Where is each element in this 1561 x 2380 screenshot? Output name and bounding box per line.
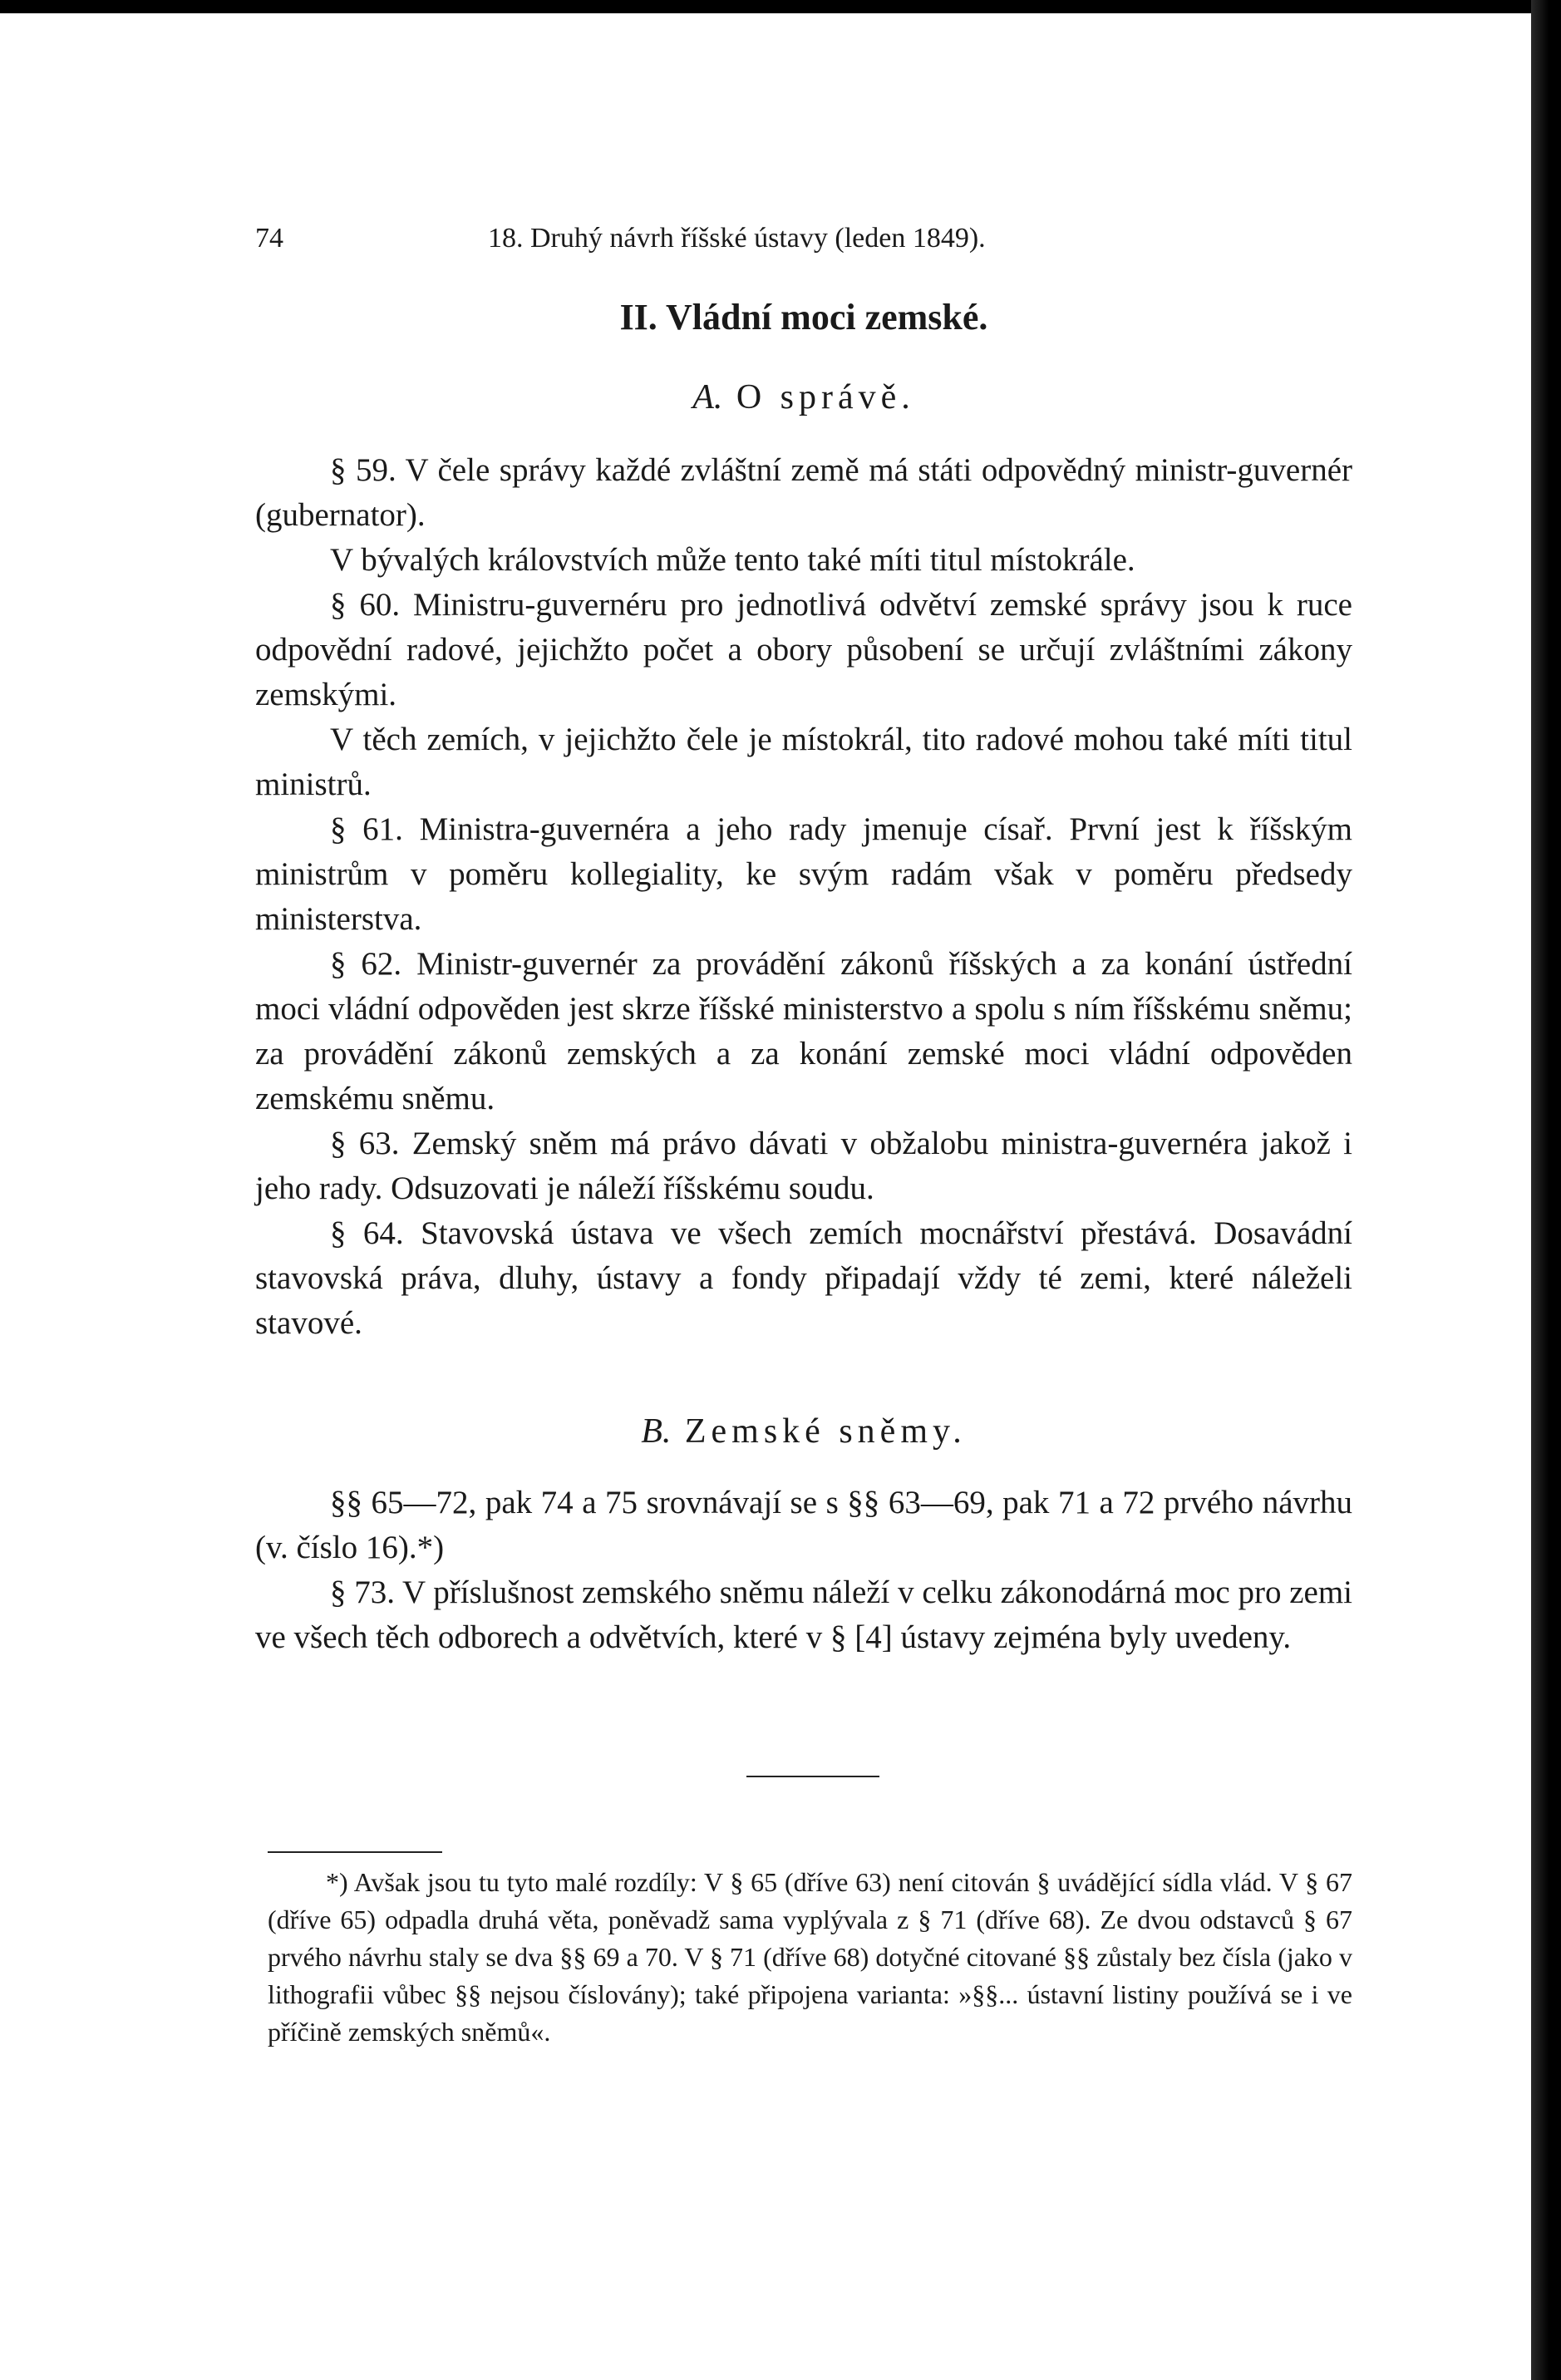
- footnote-text: *) Avšak jsou tu tyto malé rozdíly: V § 65 (dříve 63) není citován § uvádějící sídla vlád. V § 67 (dříve 65) odpadla druhá věta, poněvadž sama vyplývala z § 71 (dříve 68). Ze dvou odstavců § 67 prvého návrhu staly se dva §§ 69 a 70. V § 71 (dříve 68) dotyčné citované §§ zůstaly bez čísla (jako v lithografii vůbec §§ nejsou číslovány); také připojena varianta: »§§... ústavní listiny používá se i ve příčině zemských sněmů«.: [268, 1867, 1352, 2047]
- running-title: 18. Druhý návrh říšské ústavy (leden 1849).: [488, 223, 986, 254]
- subsection-b-heading: [255, 1412, 1352, 1451]
- scan-page-edge: [1531, 0, 1561, 2380]
- section-a-body: [255, 448, 1352, 1346]
- paragraph-63: § 63. Zemský sněm má právo dávati v obžalobu ministra-guvernéra jakož i jeho rady. Odsuzovati je náleží říšskému soudu.: [255, 1126, 1352, 1206]
- section-b-body: [255, 1481, 1352, 1660]
- page-number: 74: [255, 223, 283, 254]
- footnote-rule: [268, 1851, 442, 1853]
- subsection-a-title: O správě.: [736, 378, 915, 416]
- section-title: II. Vládní moci zemské.: [619, 297, 988, 338]
- paragraph-60: § 60. Ministru-guvernéru pro jednotlivá odvětví zemské správy jsou k ruce odpovědní radové, jejichžto počet a obory působení se určují zvláštními zákony zemskými.: [255, 587, 1352, 712]
- end-of-text-rule: [746, 1776, 879, 1777]
- subsection-a-heading: [255, 377, 1352, 417]
- paragraph-65-75: §§ 65—72, pak 74 a 75 srovnávají se s §§ 63—69, pak 71 a 72 prvého návrhu (v. číslo 16).*): [255, 1485, 1352, 1565]
- subsection-a-letter: A.: [692, 378, 723, 416]
- paragraph-64: § 64. Stavovská ústava ve všech zemích mocnářství přestává. Dosavádní stavovská práva, dluhy, ústavy a fondy připadají vždy té zemi, které náleželi stavové.: [255, 1215, 1352, 1341]
- paragraph-60-cont: V těch zemích, v jejichžto čele je místokrál, tito radové mohou také míti titul ministrů.: [255, 722, 1352, 802]
- paragraph-73: § 73. V příslušnost zemského sněmu náleží v celku zákonodárná moc pro zemi ve všech těch odborech a odvětvích, které v § [4] ústavy zejména byly uvedeny.: [255, 1574, 1353, 1655]
- subsection-b-title: Zemské sněmy.: [684, 1412, 967, 1451]
- paragraph-59-cont: V bývalých královstvích může tento také míti titul místokrále.: [330, 542, 1135, 578]
- book-page: [0, 13, 1531, 2380]
- subsection-b-letter: B.: [641, 1412, 672, 1451]
- footnote: [268, 1864, 1352, 2051]
- paragraph-62: § 62. Ministr-guvernér za provádění zákonů říšských a za konání ústřední moci vládní odpověden jest skrze říšské ministerstvo a spolu s ním říšskému sněmu; za provádění zákonů zemských a za konání zemské moci vládní odpověden zemskému sněmu.: [255, 946, 1352, 1116]
- paragraph-59: § 59. V čele správy každé zvláštní země má státi odpovědný ministr-guvernér (gubernator).: [255, 452, 1352, 533]
- paragraph-61: § 61. Ministra-guvernéra a jeho rady jmenuje císař. První jest k říšským ministrům v poměru kollegiality, ke svým radám však v poměru předsedy ministerstva.: [255, 811, 1352, 937]
